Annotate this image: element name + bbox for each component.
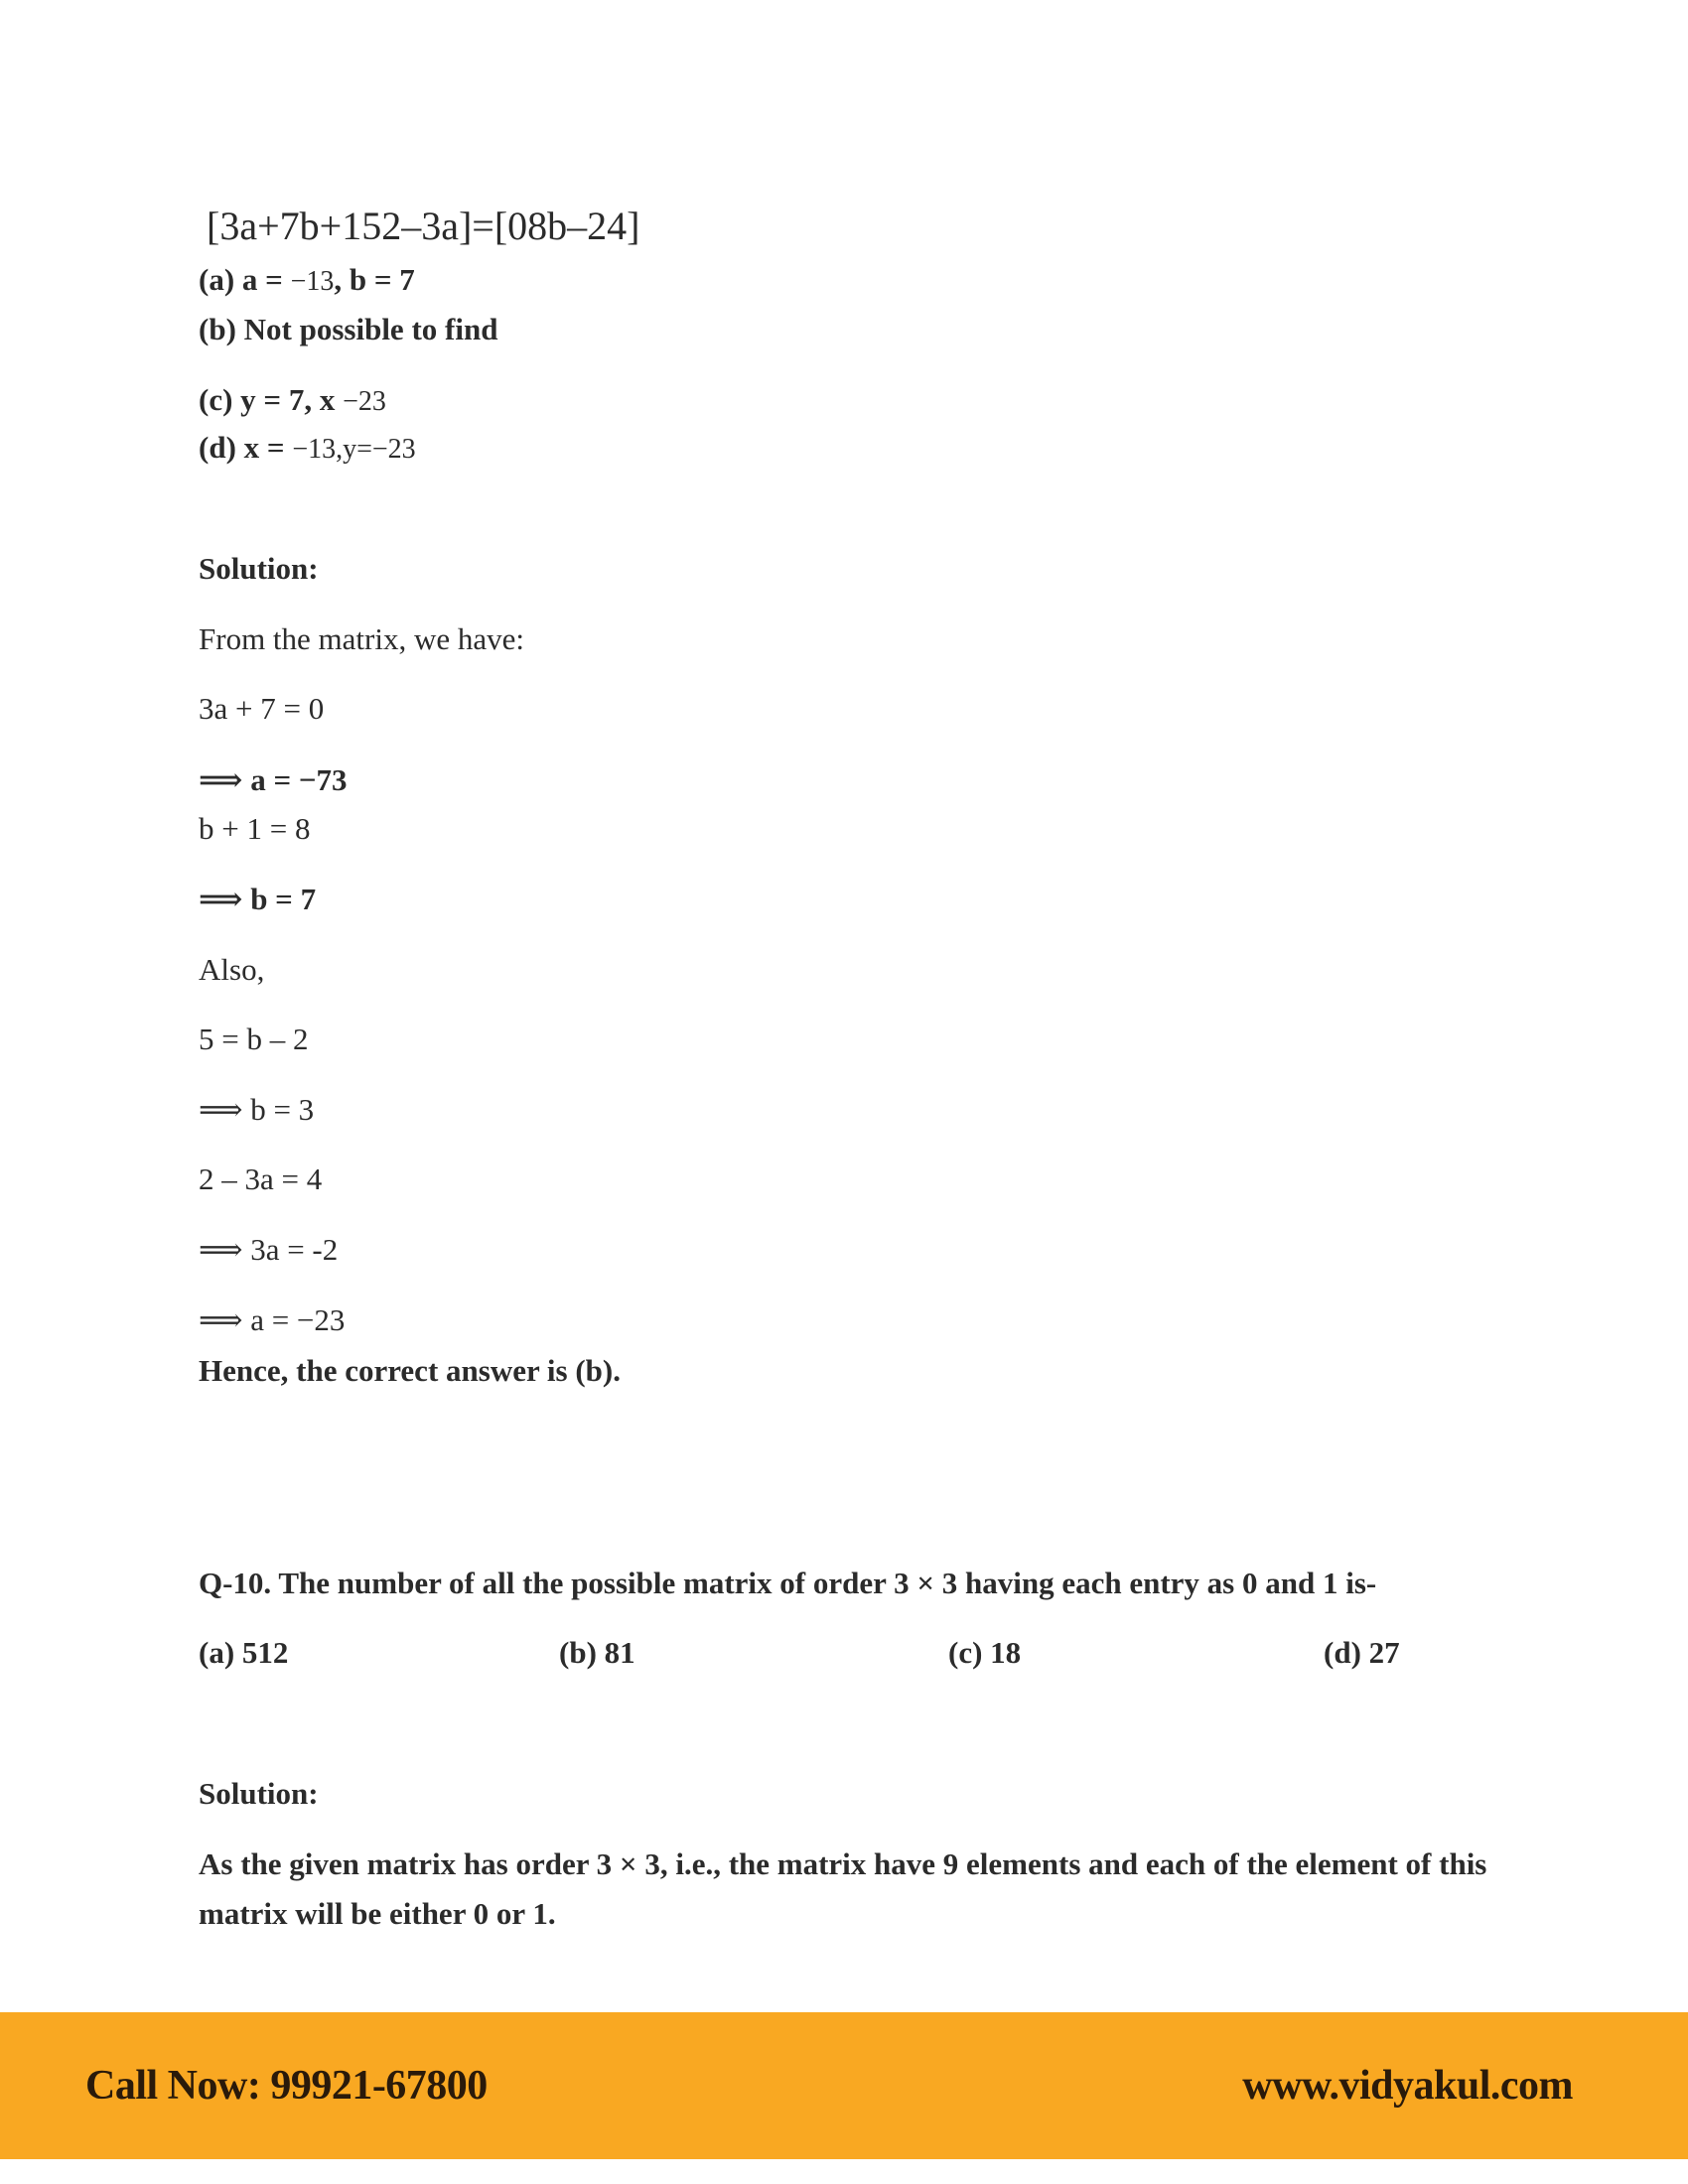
footer-bar (0, 2012, 1688, 2159)
q10-option-d: (d) 27 (1324, 1635, 1400, 1670)
q9-step-4: b + 1 = 8 (199, 811, 311, 846)
q9-option-a: (a) a = −13, b = 7 (199, 262, 415, 297)
q9-step-8: ⟹ b = 3 (199, 1092, 315, 1127)
q9-step-11: ⟹ a = −23 (199, 1302, 346, 1337)
q9-conclusion: Hence, the correct answer is (b). (199, 1353, 621, 1388)
matrix-equation: [3a+7b+152–3a]=[08b–24] (207, 204, 640, 248)
q9-step-10: ⟹ 3a = -2 (199, 1232, 339, 1267)
q10-solution-text: As the given matrix has order 3 × 3, i.e., the matrix have 9 elements and each of the element of this matrix will be either 0 or 1. (199, 1846, 1487, 1931)
footer-phone[interactable]: Call Now: 99921-67800 (85, 2063, 488, 2109)
q9-option-c: (c) y = 7, x −23 (199, 382, 386, 417)
q10-option-a: (a) 512 (199, 1635, 289, 1670)
q10-question: Q-10. The number of all the possible matrix of order 3 × 3 having each entry as 0 and 1 is- (199, 1566, 1377, 1600)
q9-solution-heading: Solution: (199, 551, 319, 586)
q9-step-2: 3a + 7 = 0 (199, 691, 325, 726)
q10-solution-heading: Solution: (199, 1776, 319, 1811)
q10-option-b: (b) 81 (559, 1635, 635, 1670)
q9-step-5: ⟹ b = 7 (199, 882, 317, 916)
q9-option-d: (d) x = −13,y=−23 (199, 430, 416, 465)
q10-option-c: (c) 18 (948, 1635, 1022, 1670)
q9-step-3: ⟹ a = −73 (199, 762, 348, 797)
q9-option-b: (b) Not possible to find (199, 312, 498, 346)
q9-step-6: Also, (199, 952, 265, 987)
q9-step-7: 5 = b – 2 (199, 1022, 309, 1056)
q9-step-9: 2 – 3a = 4 (199, 1161, 323, 1196)
q9-step-1: From the matrix, we have: (199, 621, 524, 656)
footer-website-link[interactable]: www.vidyakul.com (1242, 2063, 1573, 2109)
